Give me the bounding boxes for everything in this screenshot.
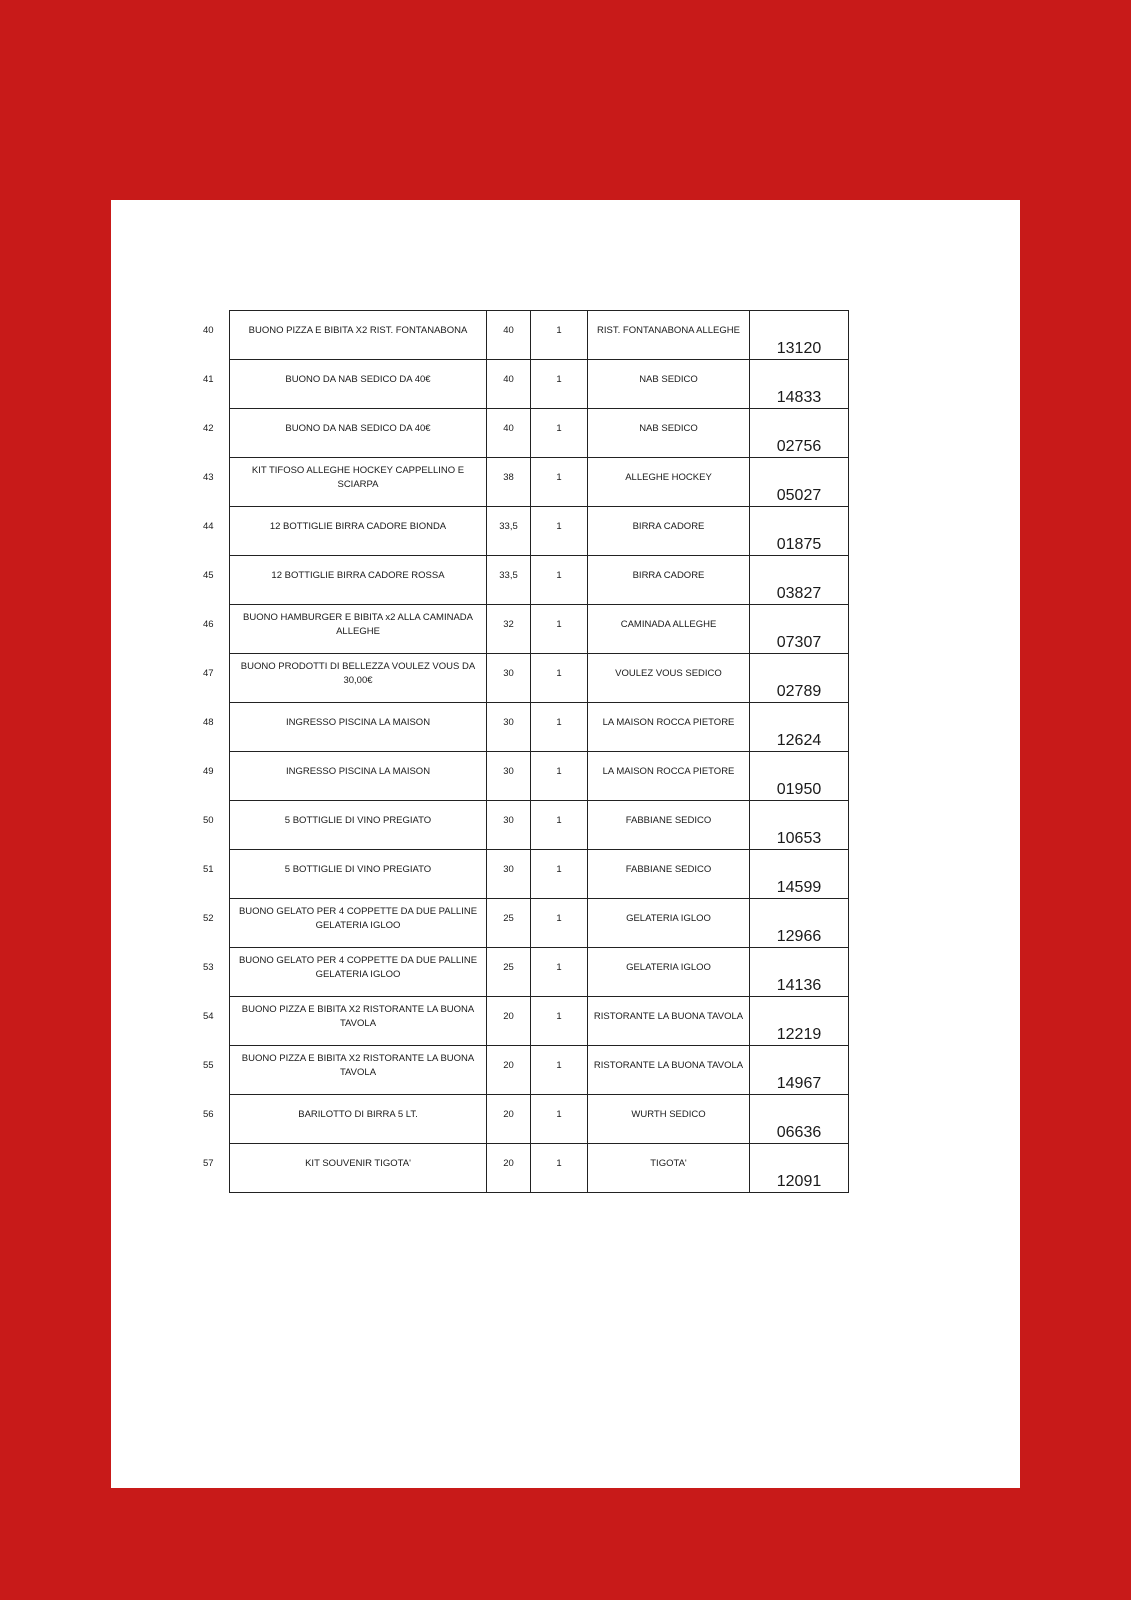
prize-quantity-cell [531, 654, 588, 703]
prize-sponsor-cell [588, 605, 750, 654]
prize-sponsor: BIRRA CADORE [632, 570, 705, 581]
prize-table [195, 310, 849, 1193]
prize-value-cell [487, 311, 531, 360]
prize-number: 55 [203, 1060, 214, 1071]
winning-ticket-number-cell: 13120 [750, 311, 849, 360]
prize-description: INGRESSO PISCINA LA MAISON [285, 766, 431, 777]
prize-number: 54 [203, 1011, 214, 1022]
prize-value: 20 [503, 1109, 514, 1120]
prize-description: 12 BOTTIGLIE BIRRA CADORE BIONDA [269, 521, 447, 532]
table-row [195, 311, 849, 360]
prize-quantity-cell [531, 703, 588, 752]
winning-ticket-number-cell: 12966 [750, 899, 849, 948]
prize-number-cell [195, 1046, 230, 1095]
prize-quantity-cell [531, 801, 588, 850]
prize-description: 5 BOTTIGLIE DI VINO PREGIATO [284, 815, 432, 826]
prize-number: 46 [203, 619, 214, 630]
prize-number-cell [195, 703, 230, 752]
prize-value: 33,5 [499, 570, 518, 581]
prize-sponsor: TIGOTA' [650, 1158, 687, 1169]
table-row [195, 752, 849, 801]
prize-value-cell [487, 997, 531, 1046]
prize-quantity: 1 [556, 668, 562, 679]
prize-description: BUONO DA NAB SEDICO DA 40€ [285, 423, 431, 434]
prize-quantity-cell [531, 507, 588, 556]
winning-ticket-number-cell: 07307 [750, 605, 849, 654]
prize-quantity-cell [531, 997, 588, 1046]
prize-quantity-cell [531, 850, 588, 899]
prize-value-cell [487, 752, 531, 801]
table-row [195, 507, 849, 556]
prize-quantity: 1 [556, 619, 562, 630]
table-row [195, 899, 849, 948]
prize-value: 32 [503, 619, 514, 630]
prize-description: BARILOTTO DI BIRRA 5 LT. [298, 1109, 418, 1120]
prize-quantity: 1 [556, 472, 562, 483]
prize-number-cell [195, 948, 230, 997]
prize-description-cell [230, 703, 487, 752]
prize-value: 33,5 [499, 521, 518, 532]
prize-sponsor-cell [588, 409, 750, 458]
winning-ticket-number-cell: 03827 [750, 556, 849, 605]
prize-value: 40 [503, 374, 514, 385]
table-row [195, 654, 849, 703]
prize-description-cell [230, 409, 487, 458]
prize-number: 57 [203, 1158, 214, 1169]
prize-value-cell [487, 703, 531, 752]
prize-description-cell [230, 311, 487, 360]
prize-number-cell [195, 850, 230, 899]
prize-description-cell [230, 458, 487, 507]
prize-number: 40 [203, 325, 214, 336]
prize-quantity: 1 [556, 570, 562, 581]
prize-number-cell [195, 801, 230, 850]
prize-sponsor-cell [588, 360, 750, 409]
prize-quantity-cell [531, 311, 588, 360]
prize-description-cell [230, 948, 487, 997]
prize-value-cell [487, 948, 531, 997]
prize-table-body [195, 311, 849, 1193]
prize-value-cell [487, 556, 531, 605]
table-row [195, 360, 849, 409]
prize-description: BUONO DA NAB SEDICO DA 40€ [285, 374, 431, 385]
prize-value: 30 [503, 815, 514, 826]
prize-value-cell [487, 409, 531, 458]
prize-number: 45 [203, 570, 214, 581]
table-row [195, 850, 849, 899]
prize-sponsor: GELATERIA IGLOO [626, 962, 711, 973]
prize-sponsor-cell [588, 703, 750, 752]
table-row [195, 801, 849, 850]
prize-quantity-cell [531, 1095, 588, 1144]
prize-sponsor-cell [588, 948, 750, 997]
prize-description-cell [230, 654, 487, 703]
prize-value-cell [487, 1095, 531, 1144]
prize-quantity-cell [531, 409, 588, 458]
prize-sponsor-cell [588, 752, 750, 801]
prize-description: 12 BOTTIGLIE BIRRA CADORE ROSSA [271, 570, 445, 581]
prize-sponsor: RIST. FONTANABONA ALLEGHE [597, 325, 740, 336]
table-row [195, 1046, 849, 1095]
prize-quantity: 1 [556, 325, 562, 336]
prize-sponsor-cell [588, 899, 750, 948]
prize-number: 53 [203, 962, 214, 973]
prize-number-cell [195, 311, 230, 360]
prize-value: 30 [503, 766, 514, 777]
prize-sponsor: CAMINADA ALLEGHE [620, 619, 717, 630]
prize-value: 30 [503, 668, 514, 679]
prize-sponsor-cell [588, 850, 750, 899]
winning-ticket-number-cell: 14833 [750, 360, 849, 409]
prize-sponsor-cell [588, 507, 750, 556]
prize-description: 5 BOTTIGLIE DI VINO PREGIATO [284, 864, 432, 875]
winning-ticket-number-cell: 06636 [750, 1095, 849, 1144]
prize-description-cell [230, 1095, 487, 1144]
prize-sponsor: LA MAISON ROCCA PIETORE [602, 766, 735, 777]
prize-quantity: 1 [556, 815, 562, 826]
prize-sponsor: NAB SEDICO [639, 423, 698, 434]
prize-number-cell [195, 997, 230, 1046]
prize-sponsor-cell [588, 458, 750, 507]
winning-ticket-number-cell: 14599 [750, 850, 849, 899]
prize-number: 47 [203, 668, 214, 679]
prize-quantity-cell [531, 1144, 588, 1193]
prize-description: BUONO HAMBURGER E BIBITA x2 ALLA CAMINADA ALLEGHE [243, 612, 473, 637]
prize-value: 40 [503, 325, 514, 336]
prize-quantity-cell [531, 556, 588, 605]
prize-value: 20 [503, 1011, 514, 1022]
prize-sponsor: VOULEZ VOUS SEDICO [615, 668, 722, 679]
prize-value-cell [487, 850, 531, 899]
prize-quantity-cell [531, 1046, 588, 1095]
prize-sponsor: RISTORANTE LA BUONA TAVOLA [593, 1011, 744, 1022]
prize-description: BUONO PIZZA E BIBITA X2 RISTORANTE LA BUONA TAVOLA [241, 1004, 475, 1029]
prize-value-cell [487, 605, 531, 654]
prize-quantity: 1 [556, 374, 562, 385]
prize-description-cell [230, 997, 487, 1046]
prize-quantity: 1 [556, 717, 562, 728]
prize-number: 50 [203, 815, 214, 826]
prize-sponsor: NAB SEDICO [639, 374, 698, 385]
winning-ticket-number-cell: 01875 [750, 507, 849, 556]
prize-value-cell [487, 458, 531, 507]
prize-sponsor-cell [588, 1095, 750, 1144]
prize-description-cell [230, 360, 487, 409]
prize-description: KIT TIFOSO ALLEGHE HOCKEY CAPPELLINO E SCIARPA [251, 465, 465, 490]
table-row [195, 458, 849, 507]
prize-description: INGRESSO PISCINA LA MAISON [285, 717, 431, 728]
winning-ticket-number-cell: 12219 [750, 997, 849, 1046]
prize-value-cell [487, 1144, 531, 1193]
prize-value-cell [487, 899, 531, 948]
prize-value-cell [487, 654, 531, 703]
prize-number-cell [195, 1095, 230, 1144]
prize-description-cell [230, 752, 487, 801]
prize-sponsor-cell [588, 801, 750, 850]
prize-quantity-cell [531, 948, 588, 997]
prize-quantity: 1 [556, 521, 562, 532]
prize-sponsor-cell [588, 1144, 750, 1193]
prize-number: 49 [203, 766, 214, 777]
prize-number-cell [195, 458, 230, 507]
prize-sponsor: GELATERIA IGLOO [626, 913, 711, 924]
prize-number: 48 [203, 717, 214, 728]
prize-quantity: 1 [556, 1109, 562, 1120]
prize-value: 30 [503, 864, 514, 875]
prize-number-cell [195, 556, 230, 605]
prize-sponsor: RISTORANTE LA BUONA TAVOLA [593, 1060, 744, 1071]
table-row [195, 1144, 849, 1193]
prize-value: 20 [503, 1060, 514, 1071]
prize-number: 42 [203, 423, 214, 434]
prize-number: 56 [203, 1109, 214, 1120]
winning-ticket-number-cell: 10653 [750, 801, 849, 850]
prize-quantity: 1 [556, 423, 562, 434]
prize-number-cell [195, 1144, 230, 1193]
winning-ticket-number-cell: 01950 [750, 752, 849, 801]
prize-sponsor: FABBIANE SEDICO [625, 864, 712, 875]
prize-description-cell [230, 507, 487, 556]
prize-quantity-cell [531, 605, 588, 654]
prize-quantity: 1 [556, 913, 562, 924]
prize-sponsor: BIRRA CADORE [632, 521, 705, 532]
prize-number-cell [195, 409, 230, 458]
winning-ticket-number-cell: 14136 [750, 948, 849, 997]
winning-ticket-number-cell: 12624 [750, 703, 849, 752]
prize-sponsor: ALLEGHE HOCKEY [625, 472, 712, 483]
prize-sponsor: LA MAISON ROCCA PIETORE [602, 717, 735, 728]
prize-quantity: 1 [556, 1158, 562, 1169]
table-row [195, 409, 849, 458]
prize-value-cell [487, 507, 531, 556]
prize-sponsor-cell [588, 311, 750, 360]
prize-sponsor: FABBIANE SEDICO [625, 815, 712, 826]
prize-quantity: 1 [556, 864, 562, 875]
prize-sponsor-cell [588, 1046, 750, 1095]
prize-description: BUONO GELATO PER 4 COPPETTE DA DUE PALLINE GELATERIA IGLOO [238, 906, 478, 931]
prize-number-cell [195, 654, 230, 703]
prize-number: 44 [203, 521, 214, 532]
prize-number-cell [195, 752, 230, 801]
prize-value: 38 [503, 472, 514, 483]
table-row [195, 1095, 849, 1144]
table-row [195, 605, 849, 654]
prize-description-cell [230, 899, 487, 948]
table-row [195, 948, 849, 997]
prize-value-cell [487, 1046, 531, 1095]
prize-number-cell [195, 360, 230, 409]
prize-number: 41 [203, 374, 214, 385]
prize-value: 40 [503, 423, 514, 434]
table-row [195, 703, 849, 752]
prize-quantity: 1 [556, 1060, 562, 1071]
winning-ticket-number-cell: 14967 [750, 1046, 849, 1095]
prize-description: BUONO PIZZA E BIBITA X2 RISTORANTE LA BUONA TAVOLA [241, 1053, 475, 1078]
prize-quantity-cell [531, 360, 588, 409]
prize-quantity-cell [531, 899, 588, 948]
prize-number: 43 [203, 472, 214, 483]
prize-quantity: 1 [556, 1011, 562, 1022]
prize-description-cell [230, 1144, 487, 1193]
prize-value-cell [487, 360, 531, 409]
prize-number-cell [195, 507, 230, 556]
prize-sponsor-cell [588, 997, 750, 1046]
prize-quantity: 1 [556, 962, 562, 973]
prize-value-cell [487, 801, 531, 850]
prize-description-cell [230, 556, 487, 605]
prize-sponsor: WURTH SEDICO [631, 1109, 706, 1120]
prize-description: BUONO PRODOTTI DI BELLEZZA VOULEZ VOUS DA 30,00€ [240, 661, 476, 686]
prize-description-cell [230, 1046, 487, 1095]
table-row [195, 997, 849, 1046]
prize-sponsor-cell [588, 556, 750, 605]
winning-ticket-number-cell: 02756 [750, 409, 849, 458]
winning-ticket-number-cell: 05027 [750, 458, 849, 507]
prize-quantity-cell [531, 458, 588, 507]
prize-number: 51 [203, 864, 214, 875]
winning-ticket-number-cell: 12091 [750, 1144, 849, 1193]
prize-quantity-cell [531, 752, 588, 801]
prize-description-cell [230, 801, 487, 850]
prize-value: 30 [503, 717, 514, 728]
prize-number-cell [195, 605, 230, 654]
prize-value: 25 [503, 913, 514, 924]
prize-number-cell [195, 899, 230, 948]
prize-sponsor-cell [588, 654, 750, 703]
prize-description-cell [230, 850, 487, 899]
prize-number: 52 [203, 913, 214, 924]
table-row [195, 556, 849, 605]
prize-description: BUONO GELATO PER 4 COPPETTE DA DUE PALLINE GELATERIA IGLOO [238, 955, 478, 980]
prize-value: 25 [503, 962, 514, 973]
prize-description: BUONO PIZZA E BIBITA X2 RIST. FONTANABONA [248, 325, 468, 336]
prize-description: KIT SOUVENIR TIGOTA' [305, 1158, 411, 1169]
winning-ticket-number-cell: 02789 [750, 654, 849, 703]
prize-quantity: 1 [556, 766, 562, 777]
prize-description-cell [230, 605, 487, 654]
prize-value: 20 [503, 1158, 514, 1169]
